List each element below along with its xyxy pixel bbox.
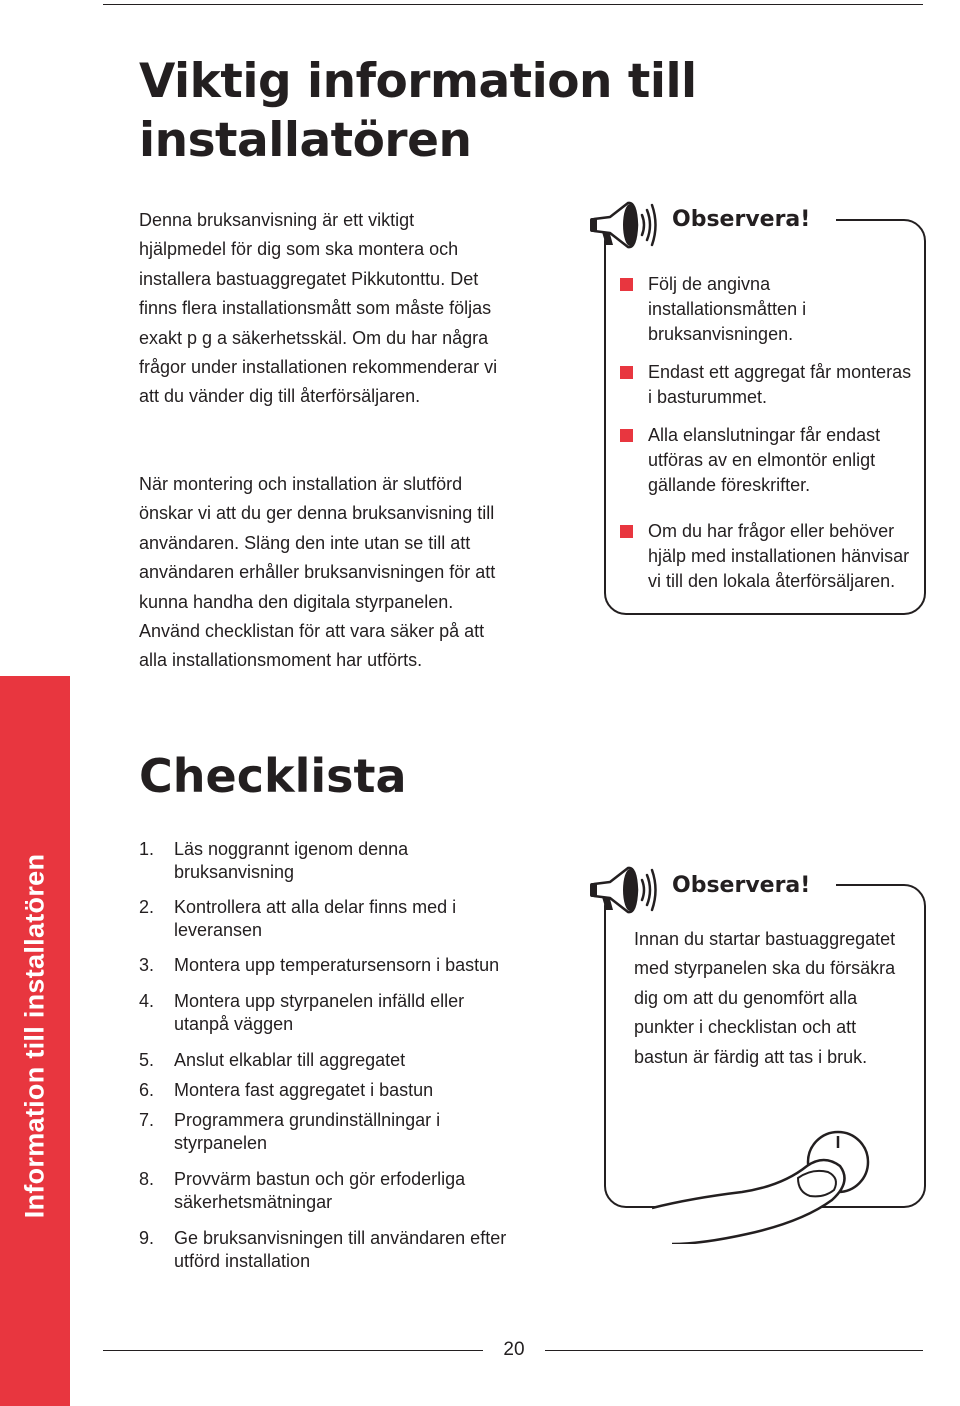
list-item <box>139 1109 509 1155</box>
list-item-number: 9. <box>139 1228 155 1248</box>
list-item <box>139 954 509 977</box>
list-item <box>139 1168 509 1214</box>
list-item-number: 2. <box>139 897 155 917</box>
bullet-square-icon <box>620 525 633 538</box>
list-item-text: Montera upp styrpanelen infälld eller utanpå väggen <box>174 991 465 1034</box>
list-item-text: Montera upp temperatursensorn i bastun <box>174 955 500 975</box>
bottom-rule-right <box>545 1350 923 1351</box>
list-item-text: Montera fast aggregatet i bastun <box>174 1080 434 1100</box>
list-item-number: 8. <box>139 1169 155 1189</box>
bullet-item <box>620 519 912 594</box>
intro-paragraph-2: När montering och installation är slutförd önskar vi att du ger denna bruksanvisning till användaren. Släng den inte utan se till att användaren erhåller bruksanvisningen för att kunna handha den digitala styrpanelen. Använd checklistan för att vara säker på att alla installationsmoment har utförts. <box>139 474 496 671</box>
list-item-text: Kontrollera att alla delar finns med i leveransen <box>174 897 457 940</box>
list-item-text: Ge bruksanvisningen till användaren efter utförd installation <box>174 1228 507 1271</box>
list-item-text: Läs noggrannt igenom denna bruksanvisning <box>174 839 409 882</box>
bottom-rule-left <box>103 1350 483 1351</box>
observe-2-text: Innan du startar bastuaggregatet med styrpanelen ska du försäkra dig om att du genomfört alla punkter i checklistan och att bastun är färdig att tas i bruk. <box>634 929 896 1067</box>
list-item-text: Anslut elkablar till aggregatet <box>174 1050 406 1070</box>
list-item <box>139 990 509 1036</box>
list-item <box>139 1227 509 1273</box>
list-item <box>139 896 509 942</box>
page-number: 20 <box>503 1339 525 1360</box>
observe-title-2: Observera! <box>672 873 811 898</box>
list-item-number: 6. <box>139 1080 155 1100</box>
megaphone-icon <box>588 864 658 920</box>
list-item <box>139 1049 509 1072</box>
finger-pressing-button-icon <box>652 1126 902 1244</box>
bullet-text: Alla elanslutningar får endast utföras av en elmontör enligt gällande föreskrifter. <box>648 425 881 495</box>
checklist-heading: Checklista <box>139 749 407 803</box>
side-tab-label: Information till installatören <box>19 853 50 1219</box>
list-item-number: 3. <box>139 955 155 975</box>
list-item-text: Programmera grundinställningar i styrpanelen <box>174 1110 441 1153</box>
page-title: Viktig information till installatören <box>139 54 697 168</box>
observe-title-1: Observera! <box>672 207 811 232</box>
list-item-text: Provvärm bastun och gör erfoderliga säkerhetsmätningar <box>174 1169 466 1212</box>
bullet-square-icon <box>620 278 633 291</box>
list-item-number: 7. <box>139 1110 155 1130</box>
bullet-square-icon <box>620 366 633 379</box>
list-item-number: 4. <box>139 991 155 1011</box>
megaphone-icon <box>588 199 658 255</box>
bullet-item <box>620 423 912 498</box>
intro-paragraph-1: Denna bruksanvisning är ett viktigt hjälpmedel för dig som ska montera och installera bastuaggregatet Pikkutonttu. Det finns flera installationsmått som måste följas exakt p g a säkerhetsskäl. Om du har några frågor under installationen rekommenderar vi att du vänder dig till återförsäljaren. <box>139 210 498 407</box>
top-rule <box>103 4 923 5</box>
bullet-text: Om du har frågor eller behöver hjälp med installationen hänvisar vi till den lokala återförsäljaren. <box>648 521 910 591</box>
bullet-item <box>620 360 912 410</box>
bullet-item <box>620 272 912 347</box>
checklist <box>139 838 509 1273</box>
list-item-number: 1. <box>139 839 155 859</box>
list-item <box>139 1079 509 1102</box>
bullet-text: Endast ett aggregat får monteras i basturummet. <box>648 362 912 407</box>
bullet-text: Följ de angivna installationsmåtten i bruksanvisningen. <box>648 274 807 344</box>
list-item <box>139 838 509 884</box>
list-item-number: 5. <box>139 1050 155 1070</box>
observe-bullet-list <box>620 272 912 607</box>
bullet-square-icon <box>620 429 633 442</box>
